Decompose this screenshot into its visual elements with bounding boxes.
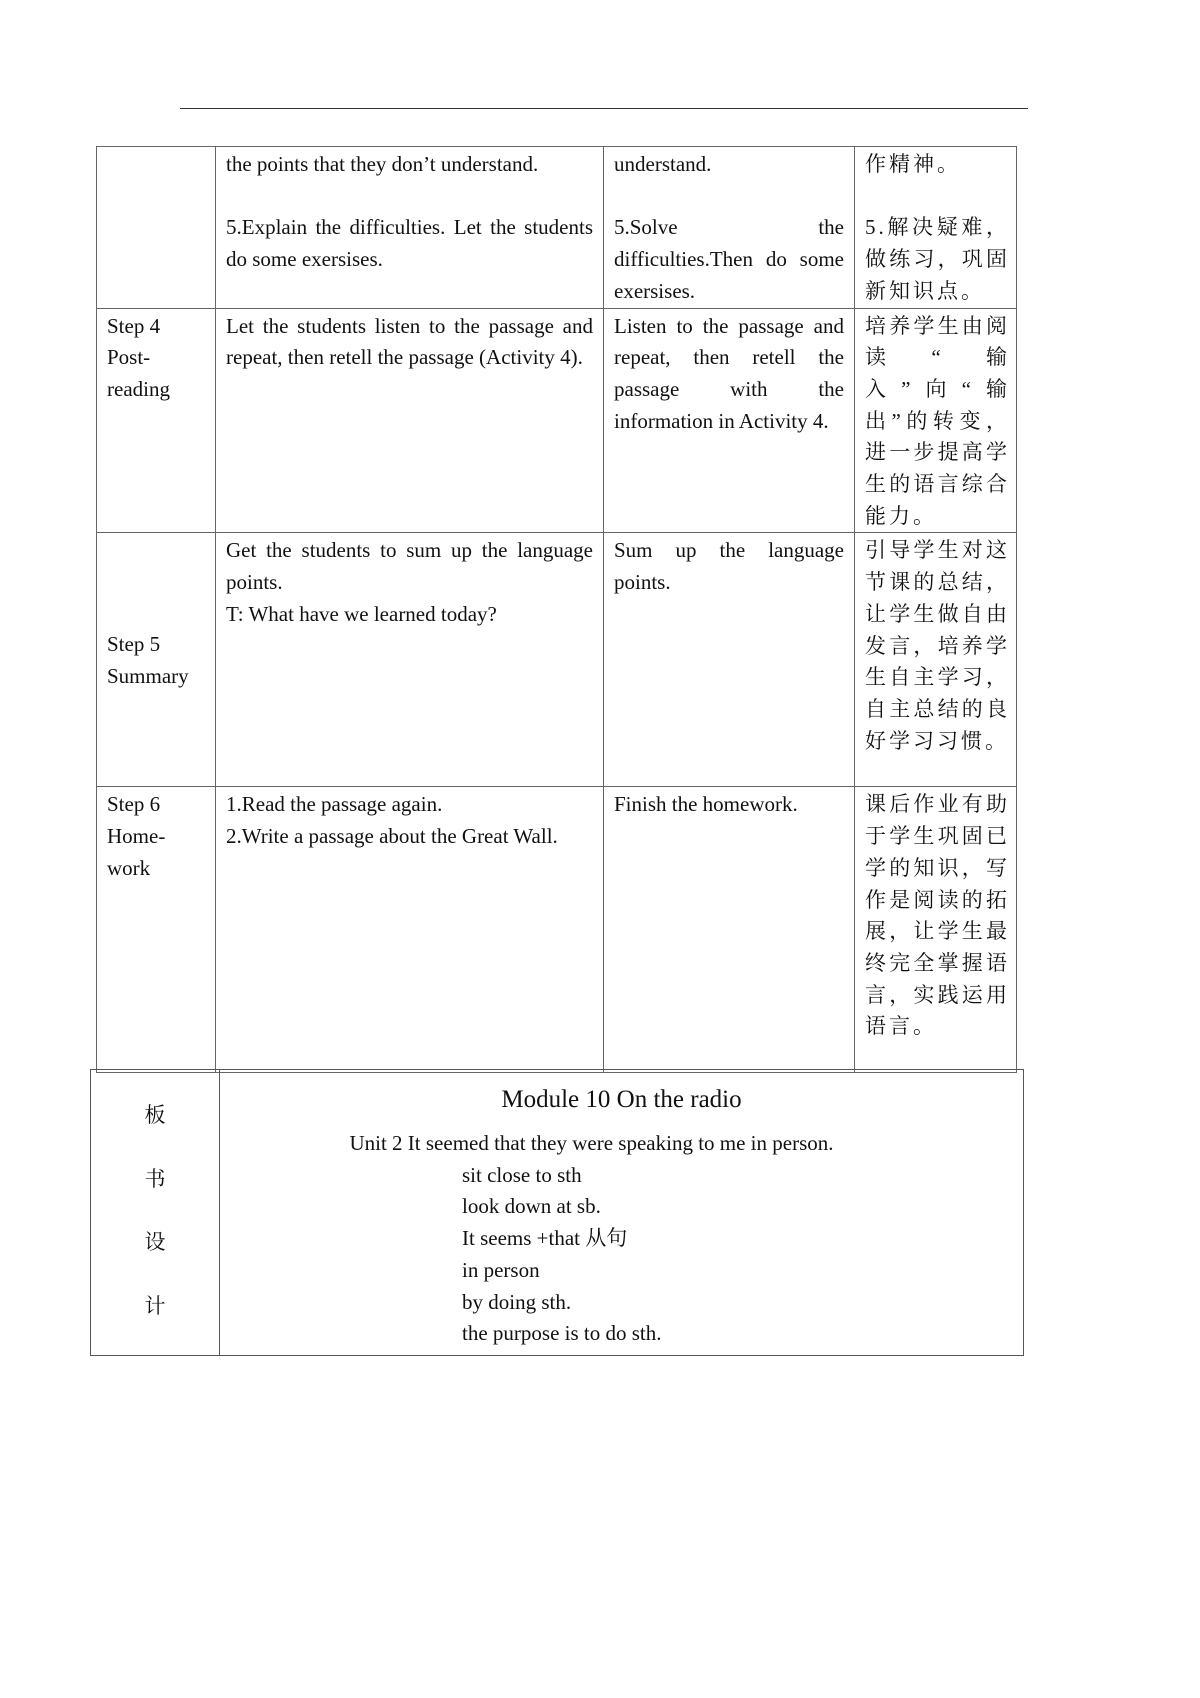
cell-text: 5.解决疑难，做练习，巩固新知识点。 [865, 215, 1010, 303]
label-char: 板 [144, 1103, 166, 1127]
cell-text: Listen to the passage and repeat, then retell the passage with the information in Activity 4. [614, 313, 844, 433]
cell-text: Let the students listen to the passage and repeat, then retell the passage (Activity 4). [226, 313, 593, 370]
cell-text: 5.Explain the difficulties. Let the students do some exersises. [226, 215, 593, 272]
cell-text: 2.Write a passage about the Great Wall. [226, 824, 558, 849]
board-point: look down at sb. [462, 1194, 601, 1219]
step-cell [97, 533, 216, 787]
cell-text: 引导学生对这节课的总结，让学生做自由发言，培养学生自主学习，自主总结的良好学习习惯。 [865, 538, 1010, 753]
step-label: reading [107, 376, 170, 401]
board-title: Module 10 On the radio [501, 1086, 742, 1113]
table-row [97, 787, 1017, 1073]
cell-text: T: What have we learned today? [226, 601, 497, 626]
step-label: Step 6 [107, 792, 161, 817]
student-activity-cell [604, 533, 855, 787]
step-label: Home- [107, 824, 166, 849]
board-design-table [90, 1069, 1024, 1356]
purpose-cell [855, 147, 1017, 309]
cell-text: Get the students to sum up the language points. [226, 538, 593, 595]
step-cell [97, 787, 216, 1073]
board-point: the purpose is to do sth. [462, 1321, 662, 1346]
purpose-cell [855, 533, 1017, 787]
purpose-cell [855, 787, 1017, 1073]
step-label: Step 5 [107, 632, 161, 657]
cell-text: 作精神。 [865, 152, 961, 176]
teacher-activity-cell [216, 147, 604, 309]
cell-text: Sum up the language points. [614, 538, 844, 595]
teacher-activity-cell [216, 533, 604, 787]
board-points [220, 1160, 1023, 1350]
board-point: sit close to sth [462, 1162, 582, 1187]
cell-text: the points that they don’t understand. [226, 152, 539, 176]
step-label: Step 4 [107, 313, 161, 338]
cell-text: 课后作业有助于学生巩固已学的知识，写作是阅读的拓展，让学生最终完全掌握语言，实践运用语言。 [865, 792, 1010, 1039]
board-point: by doing sth. [462, 1289, 572, 1314]
step-label: Post- [107, 345, 151, 370]
label-char: 书 [144, 1166, 166, 1191]
step-cell [97, 308, 216, 533]
purpose-cell [855, 308, 1017, 533]
cell-text: 培养学生由阅读“输入”向“输出”的转变，进一步提高学生的语言综合能力。 [865, 313, 1010, 528]
student-activity-cell [604, 147, 855, 309]
step-cell [97, 147, 216, 309]
table-row [97, 308, 1017, 533]
teacher-activity-cell [216, 787, 604, 1073]
board-point: It seems +that 从句 [462, 1226, 628, 1251]
table-row [97, 147, 1017, 309]
cell-text: Finish the homework. [614, 792, 798, 817]
student-activity-cell [604, 308, 855, 533]
student-activity-cell [604, 787, 855, 1073]
teacher-activity-cell [216, 308, 604, 533]
cell-text: 1.Read the passage again. [226, 792, 443, 817]
step-label: work [107, 855, 151, 880]
label-char: 计 [144, 1293, 166, 1318]
label-char: 设 [144, 1230, 166, 1254]
board-content [220, 1070, 1024, 1356]
board-design-label [91, 1070, 220, 1356]
lesson-steps-table [96, 146, 1017, 1073]
table-row [97, 533, 1017, 787]
board-unit: Unit 2 It seemed that they were speaking to me in person. [349, 1131, 834, 1155]
header-rule [180, 108, 1028, 109]
board-point: in person [462, 1257, 540, 1282]
cell-text: understand. [614, 152, 712, 176]
cell-text: 5.Solve the difficulties.Then do some exersises. [614, 215, 844, 303]
step-label: Summary [107, 663, 189, 688]
